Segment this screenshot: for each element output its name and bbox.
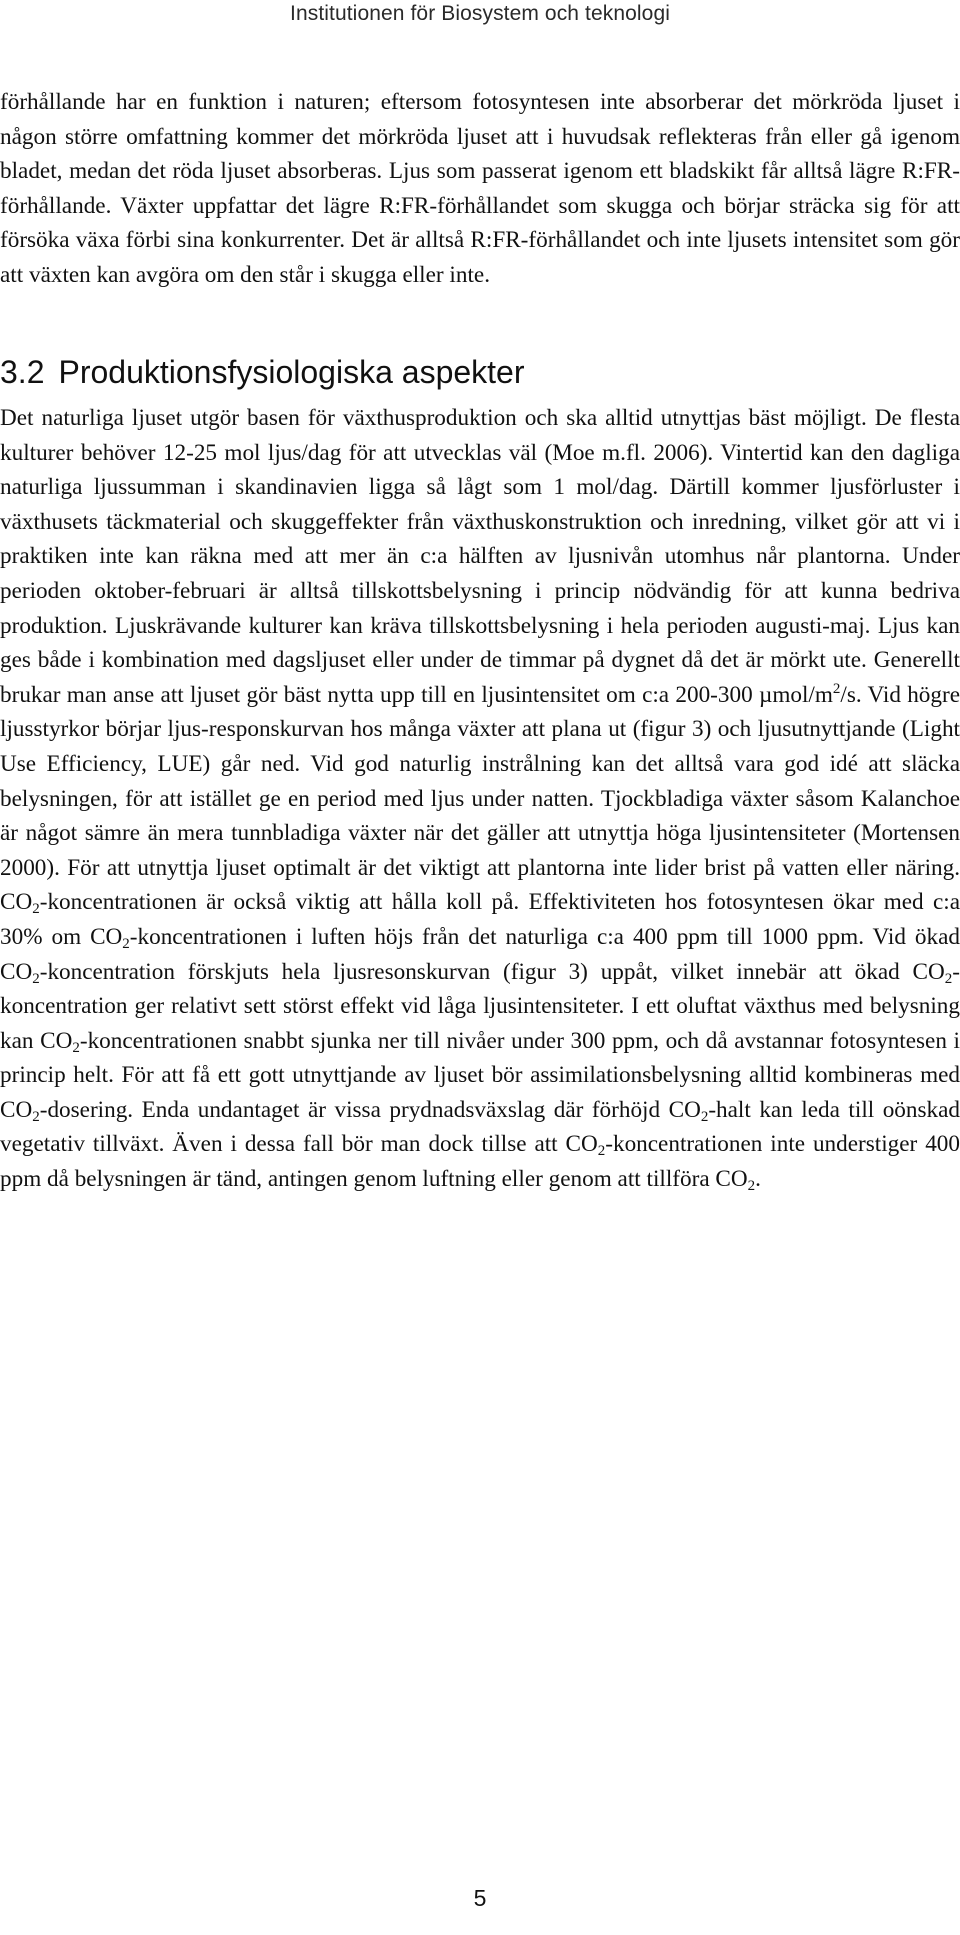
co2-formula: [565, 1131, 606, 1160]
paragraph-2-segment-4: -koncentrationen i luften höjs från det naturliga c:a 400 ppm till 1000 ppm. Vid ökad: [129, 923, 960, 950]
co2-base: CO: [0, 1096, 33, 1123]
paragraph-2-segment-10: -koncentrationen inte understiger 400 ppm då belysningen är tänd, antingen genom luftning eller genom att tillföra: [0, 1131, 960, 1193]
paragraph-2-segment-3: -koncentrationen är också viktig att hålla koll på. Effektiviteten hos fotosyntesen ökar med c:a 30% om: [0, 889, 960, 950]
body-paragraph-1: förhållande har en funktion i naturen; eftersom fotosyntesen inte absorberar det mörkröda ljuset i någon större omfattning kommer det mörkröda ljuset att i huvudsak reflekteras från eller gå igenom bladet, medan det röda ljuset absorberas. Ljus som passerat igenom ett bladskikt får alltså lägre R:FR-förhållande. Växter uppfattar det lägre R:FR-förhållandet som skugga och börjar sträcka sig för att försöka växa förbi sina konkurrenter. Det är alltså R:FR-förhållandet och inte ljusets intensitet som gör att växten kan avgöra om den står i skugga eller inte.: [0, 89, 960, 288]
co2-formula: [0, 959, 40, 985]
co2-subscript: 2: [72, 1039, 80, 1056]
co2-base: CO: [912, 958, 945, 985]
co2-formula: [0, 1097, 40, 1123]
section-number: 3.2: [0, 354, 45, 390]
co2-formula: [90, 924, 130, 950]
co2-formula: [913, 959, 953, 985]
co2-base: CO: [565, 1131, 598, 1158]
paragraph-2-segment-9: -halt kan leda till oönskad vegetativ tillväxt. Även i dessa fall bör man dock tillse att: [0, 1096, 960, 1158]
co2-base: CO: [40, 1027, 73, 1054]
co2-base: CO: [715, 1166, 748, 1193]
section-heading: [0, 352, 525, 392]
co2-base: CO: [90, 923, 123, 950]
co2-formula: [715, 1166, 756, 1195]
co2-subscript: 2: [32, 970, 40, 987]
co2-base: CO: [668, 1096, 701, 1123]
co2-subscript: 2: [32, 1108, 40, 1125]
paragraph-2-segment-1: Det naturliga ljuset utgör basen för växthusproduktion och ska alltid utnyttjas bäst möjligt. De flesta kulturer behöver 12-25 mol ljus/dag för att utvecklas väl (Moe m.fl. 2006). Vintertid kan den dagliga naturliga ljussumman i skandinavien ligga så lågt som 1 mol/dag. Därtill kommer ljusförluster i växthusets täckmaterial och skuggeffekter från växthuskonstruktion och inredning, vilket gör att vi i praktiken inte kan räkna med att mer än c:a hälften av ljusnivån utomhus når plantorna. Under perioden oktober-februari är alltså tillskottsbelysning i princip nödvändig för att kunna bedriva produktion. Ljuskrävande kulturer kan kräva tillskottsbelysning i hela perioden augusti-maj. Ljus kan ges både i kombination med dagsljuset eller under de timmar på dygnet då det är mörkt ute. Generellt brukar man anse att ljuset gör bäst nytta upp till en ljusintensitet om c:a 200-300 µmol/m: [0, 405, 960, 708]
co2-base: CO: [0, 958, 33, 985]
paragraph-2-segment-2: /s. Vid högre ljusstyrkor börjar ljus-responskurvan hos många växter att plana ut (figur 3) och ljusutnyttjande (Light Use Efficiency, LUE) går ned. Vid god naturlig instrålning kan det alltså vara god idé att släcka belysningen, för att istället ge en period med ljus under natten. Tjockbladiga växter såsom Kalanchoe är något sämre än mera tunnbladiga växter när det gäller att utnyttja höga ljusintensiteter (Mortensen 2000). För att utnyttja ljuset optimalt är det viktigt att plantorna inte lider brist på vatten eller näring.: [0, 681, 960, 881]
co2-subscript: 2: [700, 1108, 709, 1125]
page-number: 5: [473, 1885, 487, 1911]
co2-formula: [0, 889, 40, 918]
co2-base: CO: [0, 889, 33, 916]
superscript-2: 2: [832, 680, 841, 697]
paragraph-2-segment-6: -koncentration ger relativt sett störst effekt vid låga ljusintensiteter. I ett oluftat växthus med belysning kan: [0, 958, 960, 1054]
paragraph-2-segment-11: .: [755, 1166, 761, 1193]
co2-subscript: 2: [32, 901, 40, 918]
co2-subscript: 2: [747, 1178, 756, 1195]
page-header-title: Institutionen för Biosystem och teknologi: [290, 2, 670, 25]
co2-formula: [669, 1097, 709, 1123]
co2-formula: [40, 1028, 80, 1054]
co2-subscript: 2: [122, 935, 130, 952]
paragraph-2-segment-5: -koncentration förskjuts hela ljusresonskurvan (figur 3) uppåt, vilket innebär att ökad: [39, 958, 913, 985]
co2-subscript: 2: [597, 1143, 606, 1160]
paragraph-2-segment-7: -koncentrationen snabbt sjunka ner till nivåer under 300 ppm, och då avstannar fotosyntesen i princip helt. För att få ett gott utnyttjande av ljuset bör assimilationsbelysning alltid kombineras med: [0, 1027, 960, 1089]
body-paragraph-2: [0, 401, 960, 1197]
paragraph-2-segment-8: -dosering. Enda undantaget är vissa prydnadsväxslag där förhöjd: [39, 1096, 669, 1123]
section-title: Produktionsfysiologiska aspekter: [58, 354, 525, 390]
co2-subscript: 2: [944, 970, 953, 987]
